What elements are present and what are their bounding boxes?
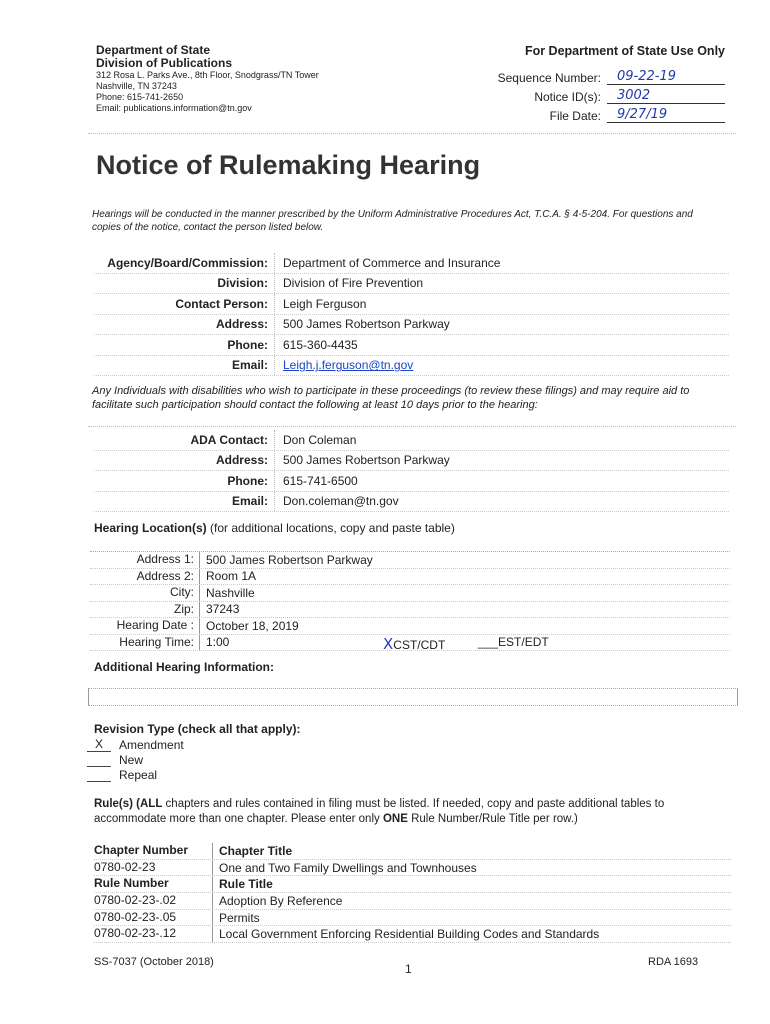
division-name: Division of Publications xyxy=(96,56,233,70)
rules-table xyxy=(94,843,731,943)
rules-note-part2: chapters and rules contained in filing must be listed. If needed, copy and paste additional tables to accommodate more than one chapter. Please enter only xyxy=(94,798,665,825)
ada-address-label: Address: xyxy=(215,453,268,468)
department-email: Email: publications.information@tn.gov xyxy=(96,103,252,113)
contact-phone-row xyxy=(94,335,729,356)
ada-email-value[interactable]: Don.coleman@tn.gov xyxy=(274,492,399,512)
hearing-zip-row xyxy=(90,602,730,619)
ada-email-label: Email: xyxy=(231,494,268,509)
repeal-label: Repeal xyxy=(119,767,158,782)
contact-email-row xyxy=(94,356,729,377)
division-row xyxy=(94,274,729,295)
hearing-address1-value[interactable]: 500 James Robertson Parkway xyxy=(206,552,373,567)
intro-text: Hearings will be conducted in the manner prescribed by the Uniform Administrative Procedures Act, T.C.A. § 4-5-204. For questions and copies of the notice, contact the person listed below. xyxy=(92,209,693,233)
amendment-label: Amendment xyxy=(119,737,184,752)
revision-type-section xyxy=(94,722,301,782)
department-city: Nashville, TN 37243 xyxy=(96,81,177,91)
rules-note-all: ALL xyxy=(140,798,163,810)
chapter-number-value[interactable]: 0780-02-23 xyxy=(94,860,213,876)
hearing-address1-label: Address 1: xyxy=(90,552,200,568)
file-date-row xyxy=(470,104,725,123)
rules-instructions xyxy=(94,797,734,827)
agency-table xyxy=(94,253,729,376)
additional-info-field[interactable] xyxy=(88,688,738,706)
table-row xyxy=(94,860,731,877)
page-title: Notice of Rulemaking Hearing xyxy=(96,150,481,180)
contact-phone-label: Phone: xyxy=(227,337,268,352)
revision-type-title: Revision Type (check all that apply): xyxy=(94,722,301,736)
hearing-date-value[interactable]: October 18, 2019 xyxy=(206,618,299,633)
table-row xyxy=(94,843,731,860)
rda-code: RDA 1693 xyxy=(648,956,699,968)
hearing-address2-row xyxy=(90,569,730,586)
hearing-date-row xyxy=(90,618,730,635)
additional-info-title: Additional Hearing Information: xyxy=(94,660,274,674)
repeal-check[interactable] xyxy=(87,768,111,782)
hearing-zip-label: Zip: xyxy=(90,602,200,618)
revision-repeal[interactable] xyxy=(87,767,301,782)
contact-phone-value[interactable]: 615-360-4435 xyxy=(274,335,358,355)
cst-check-mark: X xyxy=(383,634,394,653)
cst-label: CST/CDT xyxy=(393,637,446,652)
hearing-location-note: (for additional locations, copy and paste table) xyxy=(206,521,455,535)
rules-note-one: ONE xyxy=(382,813,408,825)
chapter-title-header: Chapter Title xyxy=(219,843,293,858)
contact-email-link[interactable]: Leigh.j.ferguson@tn.gov xyxy=(274,356,413,376)
contact-email-label: Email: xyxy=(231,358,268,373)
file-date-value[interactable]: 9/27/19 xyxy=(607,107,725,123)
ada-table xyxy=(94,430,729,512)
contact-address-value[interactable]: 500 James Robertson Parkway xyxy=(274,315,450,335)
department-name: Department of State xyxy=(96,43,211,57)
sequence-number-value[interactable]: 09-22-19 xyxy=(607,69,725,85)
division-value[interactable]: Division of Fire Prevention xyxy=(274,274,423,294)
ada-phone-value[interactable]: 615-741-6500 xyxy=(274,471,358,491)
agency-row xyxy=(94,253,729,274)
department-address: 312 Rosa L. Parks Ave., 8th Floor, Snodgrass/TN Tower xyxy=(96,70,319,80)
ada-contact-value[interactable]: Don Coleman xyxy=(274,430,356,450)
table-row xyxy=(94,876,731,893)
ada-email-row xyxy=(94,492,729,513)
hearing-time-value[interactable]: 1:00 xyxy=(206,635,230,650)
rule-number-value[interactable]: 0780-02-23-.05 xyxy=(94,910,213,926)
rule-number-value[interactable]: 0780-02-23-.02 xyxy=(94,893,213,909)
rule-title-value[interactable]: Adoption By Reference xyxy=(219,893,343,908)
chapter-number-header: Chapter Number xyxy=(94,843,213,859)
disability-note: Any Individuals with disabilities who wish to participate in these proceedings (to review these filings) and may require aid to facilitate such participation should contact the following at least 10 days prior to the hearing: xyxy=(92,385,690,411)
ada-phone-label: Phone: xyxy=(227,473,268,488)
office-use-box xyxy=(470,44,725,123)
hearing-zip-value[interactable]: 37243 xyxy=(206,602,240,617)
hearing-city-label: City: xyxy=(90,585,200,601)
table-row xyxy=(94,910,731,927)
form-number: SS-7037 (October 2018) xyxy=(94,956,214,968)
page-number: 1 xyxy=(405,962,412,976)
est-blank: ___ xyxy=(478,634,499,649)
department-header xyxy=(96,44,319,114)
rule-title-value[interactable]: Local Government Enforcing Residential Building Codes and Standards xyxy=(219,927,600,942)
revision-amendment[interactable] xyxy=(87,737,301,752)
rules-note-part1: Rule(s) ( xyxy=(94,798,140,810)
ada-contact-label: ADA Contact: xyxy=(190,432,268,447)
ada-contact-row xyxy=(94,430,729,451)
contact-person-value[interactable]: Leigh Ferguson xyxy=(274,294,366,314)
est-label: EST/EDT xyxy=(498,634,549,649)
contact-address-label: Address: xyxy=(215,317,268,332)
file-date-label: File Date: xyxy=(549,109,601,123)
sequence-number-label: Sequence Number: xyxy=(497,71,601,85)
notice-id-value[interactable]: 3002 xyxy=(607,88,725,104)
hearing-address2-value[interactable]: Room 1A xyxy=(206,569,257,584)
hearing-date-label: Hearing Date : xyxy=(90,618,200,634)
office-use-title: For Department of State Use Only xyxy=(524,44,725,58)
hearing-location-title: Hearing Location(s) xyxy=(94,521,207,535)
notice-id-label: Notice ID(s): xyxy=(534,90,601,104)
hearing-address2-label: Address 2: xyxy=(90,569,200,585)
timezone-est[interactable] xyxy=(478,635,549,649)
sequence-number-row xyxy=(470,66,725,85)
hearing-location-heading xyxy=(94,521,455,535)
table-row xyxy=(94,893,731,910)
contact-address-row xyxy=(94,315,729,336)
rule-number-header: Rule Number xyxy=(94,876,213,892)
hearing-location-table xyxy=(90,551,730,651)
division-label: Division: xyxy=(217,276,268,291)
rule-title-header: Rule Title xyxy=(219,877,273,892)
new-check[interactable] xyxy=(87,753,111,767)
rules-note-part3: Rule Number/Rule Title per row.) xyxy=(407,813,578,825)
hearing-city-value[interactable]: Nashville xyxy=(206,585,255,600)
department-phone: Phone: 615-741-2650 xyxy=(96,92,184,102)
hearing-city-row xyxy=(90,585,730,602)
hearing-time-label: Hearing Time: xyxy=(90,635,200,651)
contact-person-row xyxy=(94,294,729,315)
ada-address-row xyxy=(94,451,729,472)
amendment-check[interactable]: X xyxy=(87,738,111,752)
hearing-time-row xyxy=(90,635,730,652)
table-row xyxy=(94,926,731,943)
rule-number-value[interactable]: 0780-02-23-.12 xyxy=(94,926,213,942)
notice-id-row xyxy=(470,85,725,104)
contact-person-label: Contact Person: xyxy=(175,296,268,311)
agency-value[interactable]: Department of Commerce and Insurance xyxy=(274,253,500,273)
new-label: New xyxy=(119,752,144,767)
header-divider xyxy=(88,133,736,134)
chapter-title-value[interactable]: One and Two Family Dwellings and Townhouses xyxy=(219,860,477,875)
hearing-address1-row xyxy=(90,552,730,569)
timezone-cst[interactable] xyxy=(383,635,445,653)
rule-title-value[interactable]: Permits xyxy=(219,910,260,925)
ada-divider xyxy=(88,426,736,427)
agency-label: Agency/Board/Commission: xyxy=(107,255,268,270)
ada-address-value[interactable]: 500 James Robertson Parkway xyxy=(274,451,450,471)
revision-new[interactable] xyxy=(87,752,301,767)
ada-phone-row xyxy=(94,471,729,492)
